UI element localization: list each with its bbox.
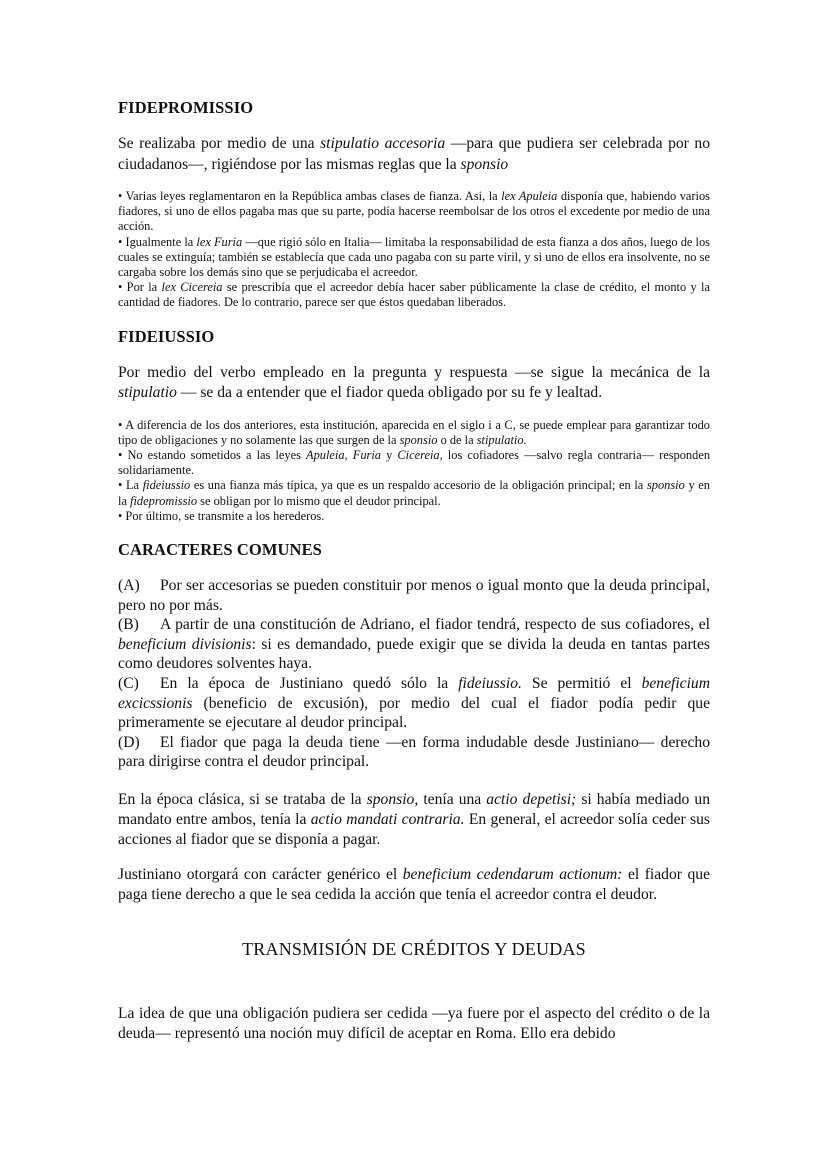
bullet-item: • Por la lex Cicereia se prescribía que el acreedor debía hacer saber públicamente la clase de crédito, el monto y la cantidad de fiadores. De lo contrario, parece ser que éstos quedaban liberados.: [118, 280, 710, 310]
fidepromissio-bullets: [118, 189, 710, 311]
heading-caracteres-comunes: CARACTERES COMUNES: [118, 540, 322, 560]
comunes-paragraph-clasica: En la época clásica, si se trataba de la sponsio, tenía una actio depetisi; si había mediado un mandato entre ambos, tenía la actio mandati contraria. En general, el acreedor solía ceder sus acciones al fiador que se disponía a pagar.: [118, 790, 710, 849]
comunes-list: [118, 576, 710, 772]
bullet-item: • A diferencia de los dos anteriores, esta institución, aparecida en el siglo i a C, se puede emplear para garantizar todo tipo de obligaciones y no solamente las que surgen de la sponsio o de la stipulatio.: [118, 417, 710, 447]
bullet-item: • Varias leyes reglamentaron en la República ambas clases de fianza. Asi, la lex Apuleia disponía que, habiendo varios fiadores, si uno de ellos pagaba mas que su parte, podía hacerse reembolsar de los otros el excedente por medio de una acción.: [118, 189, 710, 234]
bullet-item: • No estando sometidos a las leyes Apuleia, Furia y Cicereia, los cofiadores —salvo regla contraria— responden solidariamente.: [118, 448, 711, 478]
fideiussio-bullets: [118, 418, 710, 524]
fidepromissio-lead: Se realizaba por medio de una stipulatio accesoria —para que pudiera ser celebrada por no ciudadanos—, rigiéndose por las mismas reglas que la sponsio: [118, 135, 710, 173]
common-item-b: (B) A partir de una constitución de Adriano, el fiador tendrá, respecto de sus cofiadores, el beneficium divisionis: si es demandado, puede exigir que se divida la deuda en tantas partes como deudores solventes haya.: [118, 616, 710, 673]
common-item-a: (A) Por ser accesorias se pueden constituir por menos o igual monto que la deuda principal, pero no por más.: [118, 577, 710, 614]
fideiussio-lead: Por medio del verbo empleado en la pregunta y respuesta —se sigue la mecánica de la stipulatio — se da a entender que el fiador queda obligado por su fe y lealtad.: [118, 363, 710, 402]
common-item-c: (C) En la época de Justiniano quedó sólo la fideiussio. Se permitió el beneficium excicssionis (beneficio de excusión), por medio del cual el fiador podía pedir que primeramente se ejecutare al deudor principal.: [118, 675, 710, 732]
bullet-item: • Por último, se transmite a los herederos.: [118, 508, 325, 523]
bullet-item: • La fideiussio es una fianza más típica, ya que es un respaldo accesorio de la obligación principal; en la sponsio y en la fidepromissio se obligan por lo mismo que el deudor principal.: [118, 478, 710, 508]
transmision-paragraph: La idea de que una obligación pudiera ser cedida —ya fuere por el aspecto del crédito o de la deuda— representó una noción muy difícil de aceptar en Roma. Ello era debido: [118, 1005, 710, 1043]
page-content: [118, 98, 710, 1058]
comunes-paragraph-justiniano: Justiniano otorgará con carácter genérico el beneficium cedendarum actionum: el fiador que paga tiene derecho a que le sea cedida la acción que tenía el acreedor contra el deudor.: [118, 865, 710, 903]
bullet-item: • Igualmente la lex Furia —que rigió sólo en Italia— limitaba la responsabilidad de esta fianza a dos años, luego de los cuales se extinguía; también se establecía que cada uno pagaba con su parte viril, y si uno de ellos era insolvente, no se cargaba sobre los demás sino que se perjudicaba el acreedor.: [118, 234, 710, 280]
common-item-d: (D) El fiador que paga la deuda tiene —en forma indudable desde Justiniano— derecho para dirigirse contra el deudor principal.: [118, 733, 710, 771]
heading-fidepromissio: FIDEPROMISSIO: [118, 98, 254, 117]
heading-transmision: TRANSMISIÓN DE CRÉDITOS Y DEUDAS: [242, 939, 586, 959]
heading-fideiussio: FIDEIUSSIO: [118, 326, 215, 346]
